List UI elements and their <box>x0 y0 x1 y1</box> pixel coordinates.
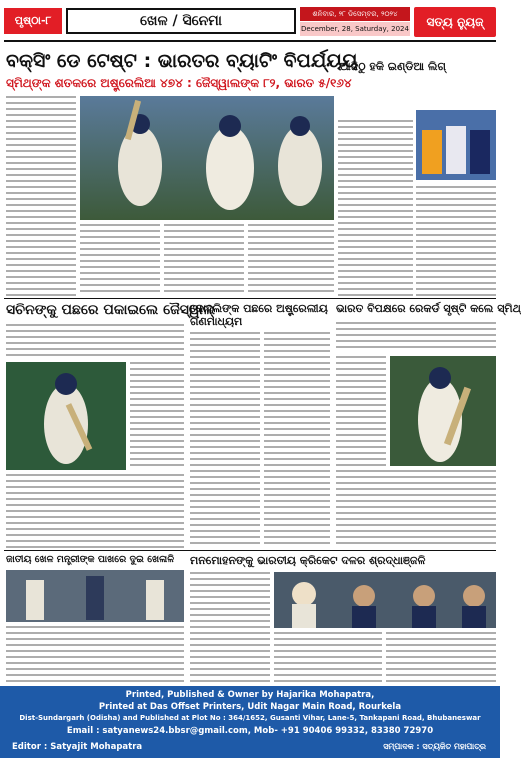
tribute-photo <box>274 572 496 628</box>
smith-photo-image <box>390 356 496 466</box>
brand-logo: ସତ୍ୟ ନ୍ୟୁଜ୍ <box>414 7 496 37</box>
date-odia: ଶନିବାର, ୨୮ ଡିସେମ୍ବର, ୨୦୨୪ <box>300 7 410 21</box>
section-rule-1 <box>4 298 496 299</box>
smith-headline: ଭାରତ ବିପକ୍ଷରେ ରେକର୍ଡ ସୃଷ୍ଟି କଲେ ସ୍ମିଥ୍ <box>336 302 521 315</box>
sports-minister-headline: ଜାତୀୟ ଖେଳ ମନ୍ତ୍ରୀଙ୍କ ପାଖରେ ଦୁଇ ଖେଳାଳି <box>6 554 175 565</box>
hockey-photo <box>416 110 496 180</box>
smith-story-col-2 <box>336 470 496 548</box>
sachin-story-intro <box>6 324 184 358</box>
main-story-col-1 <box>6 96 76 296</box>
imprint-line-2: Printed at Das Offset Printers, Udit Nagar Main Road, Rourkela <box>98 702 402 712</box>
imprint-footer <box>0 686 500 758</box>
date-english: December, 28, Saturday, 2024 <box>300 22 410 36</box>
manmohan-headline: ମନମୋହନଙ୍କୁ ଭାରତୀୟ କ୍ରିକେଟ ଦଳର ଶ୍ରଦ୍ଧାଞ୍ଜଳି <box>190 554 426 567</box>
section-title: ଖେଳ / ସିନେମା <box>66 8 296 34</box>
page-number-badge: ପୃଷ୍ଠା-୮ <box>4 8 62 34</box>
imprint-line-4: Email : satyanews24.bbsr@gmail.com, Mob- +91 90406 99332, 83380 72970 <box>66 726 434 736</box>
kohli-headline: କୋହଲିଙ୍କ ପଛରେ ଅଷ୍ଟ୍ରେଲୀୟ ଗଣମାଧ୍ୟମ <box>190 302 328 328</box>
editor-name: Editor : Satyajit Mohapatra <box>12 742 143 752</box>
sachin-story-col-2 <box>130 362 184 470</box>
hockey-story-col-3 <box>416 186 496 296</box>
kohli-story-col-2 <box>264 332 330 548</box>
jaiswal-photo-image <box>6 362 126 470</box>
masthead-rule <box>4 40 496 42</box>
section-rule-2 <box>4 550 496 551</box>
smith-photo <box>390 356 496 466</box>
manmohan-story-col-3 <box>386 632 496 682</box>
main-story-col-2 <box>80 224 160 296</box>
main-photo <box>80 96 334 220</box>
kohli-story-col-1 <box>190 332 260 548</box>
editor-name-odia: ସମ୍ପାଦକ : ସତ୍ୟଜିତ ମହାପାତ୍ର <box>383 742 486 751</box>
award-photo <box>6 570 184 622</box>
imprint-line-1: Printed, Published & Owner by Hajarika Mohapatra, <box>125 690 375 700</box>
hockey-story-col-1 <box>338 120 413 184</box>
main-story-col-4 <box>248 224 334 296</box>
tribute-photo-image <box>274 572 496 628</box>
award-photo-image <box>6 570 184 622</box>
sports-minister-story <box>6 626 184 682</box>
main-story-col-3 <box>164 224 244 296</box>
hockey-story-col-2 <box>338 186 413 296</box>
main-headline: ବକ୍ସିଂ ଡେ ଟେଷ୍ଟ : ଭାରତର ବ୍ୟାଟିଂ ବିପର୍ଯ୍ୟୟ <box>6 50 358 72</box>
manmohan-story-col-2 <box>274 632 382 682</box>
cricket-photo-image <box>80 96 334 220</box>
hockey-headline: ଆଜିଠୁ ହକି ଇଣ୍ଡିଆ ଲିଗ୍ <box>340 60 446 73</box>
jaiswal-photo <box>6 362 126 470</box>
date-box <box>300 7 410 37</box>
smith-story-intro <box>336 322 496 352</box>
imprint-line-3: Dist-Sundargarh (Odisha) and Published at Plot No : 364/1652, Gusanti Vihar, Lane-5, Tankapani Road, Bhubaneswar <box>19 714 481 722</box>
sachin-headline: ସଚିନଙ୍କୁ ପଛରେ ପକାଇଲେ ଜୈସ୍ୱାଲ୍ <box>6 302 215 318</box>
main-subheadline: ସ୍ମିଥ୍‌ଙ୍କ ଶତକରେ ଅଷ୍ଟ୍ରେଲିଆ ୪୭୪ : ଜୈସ୍ୱାଲଙ୍କ ୮୨, ଭାରତ ୫/୧୬୪ <box>6 76 352 90</box>
hockey-photo-image <box>416 110 496 180</box>
smith-story-col-1 <box>336 356 386 466</box>
sachin-story-col-3 <box>6 474 184 548</box>
manmohan-story-col-1 <box>190 572 270 682</box>
